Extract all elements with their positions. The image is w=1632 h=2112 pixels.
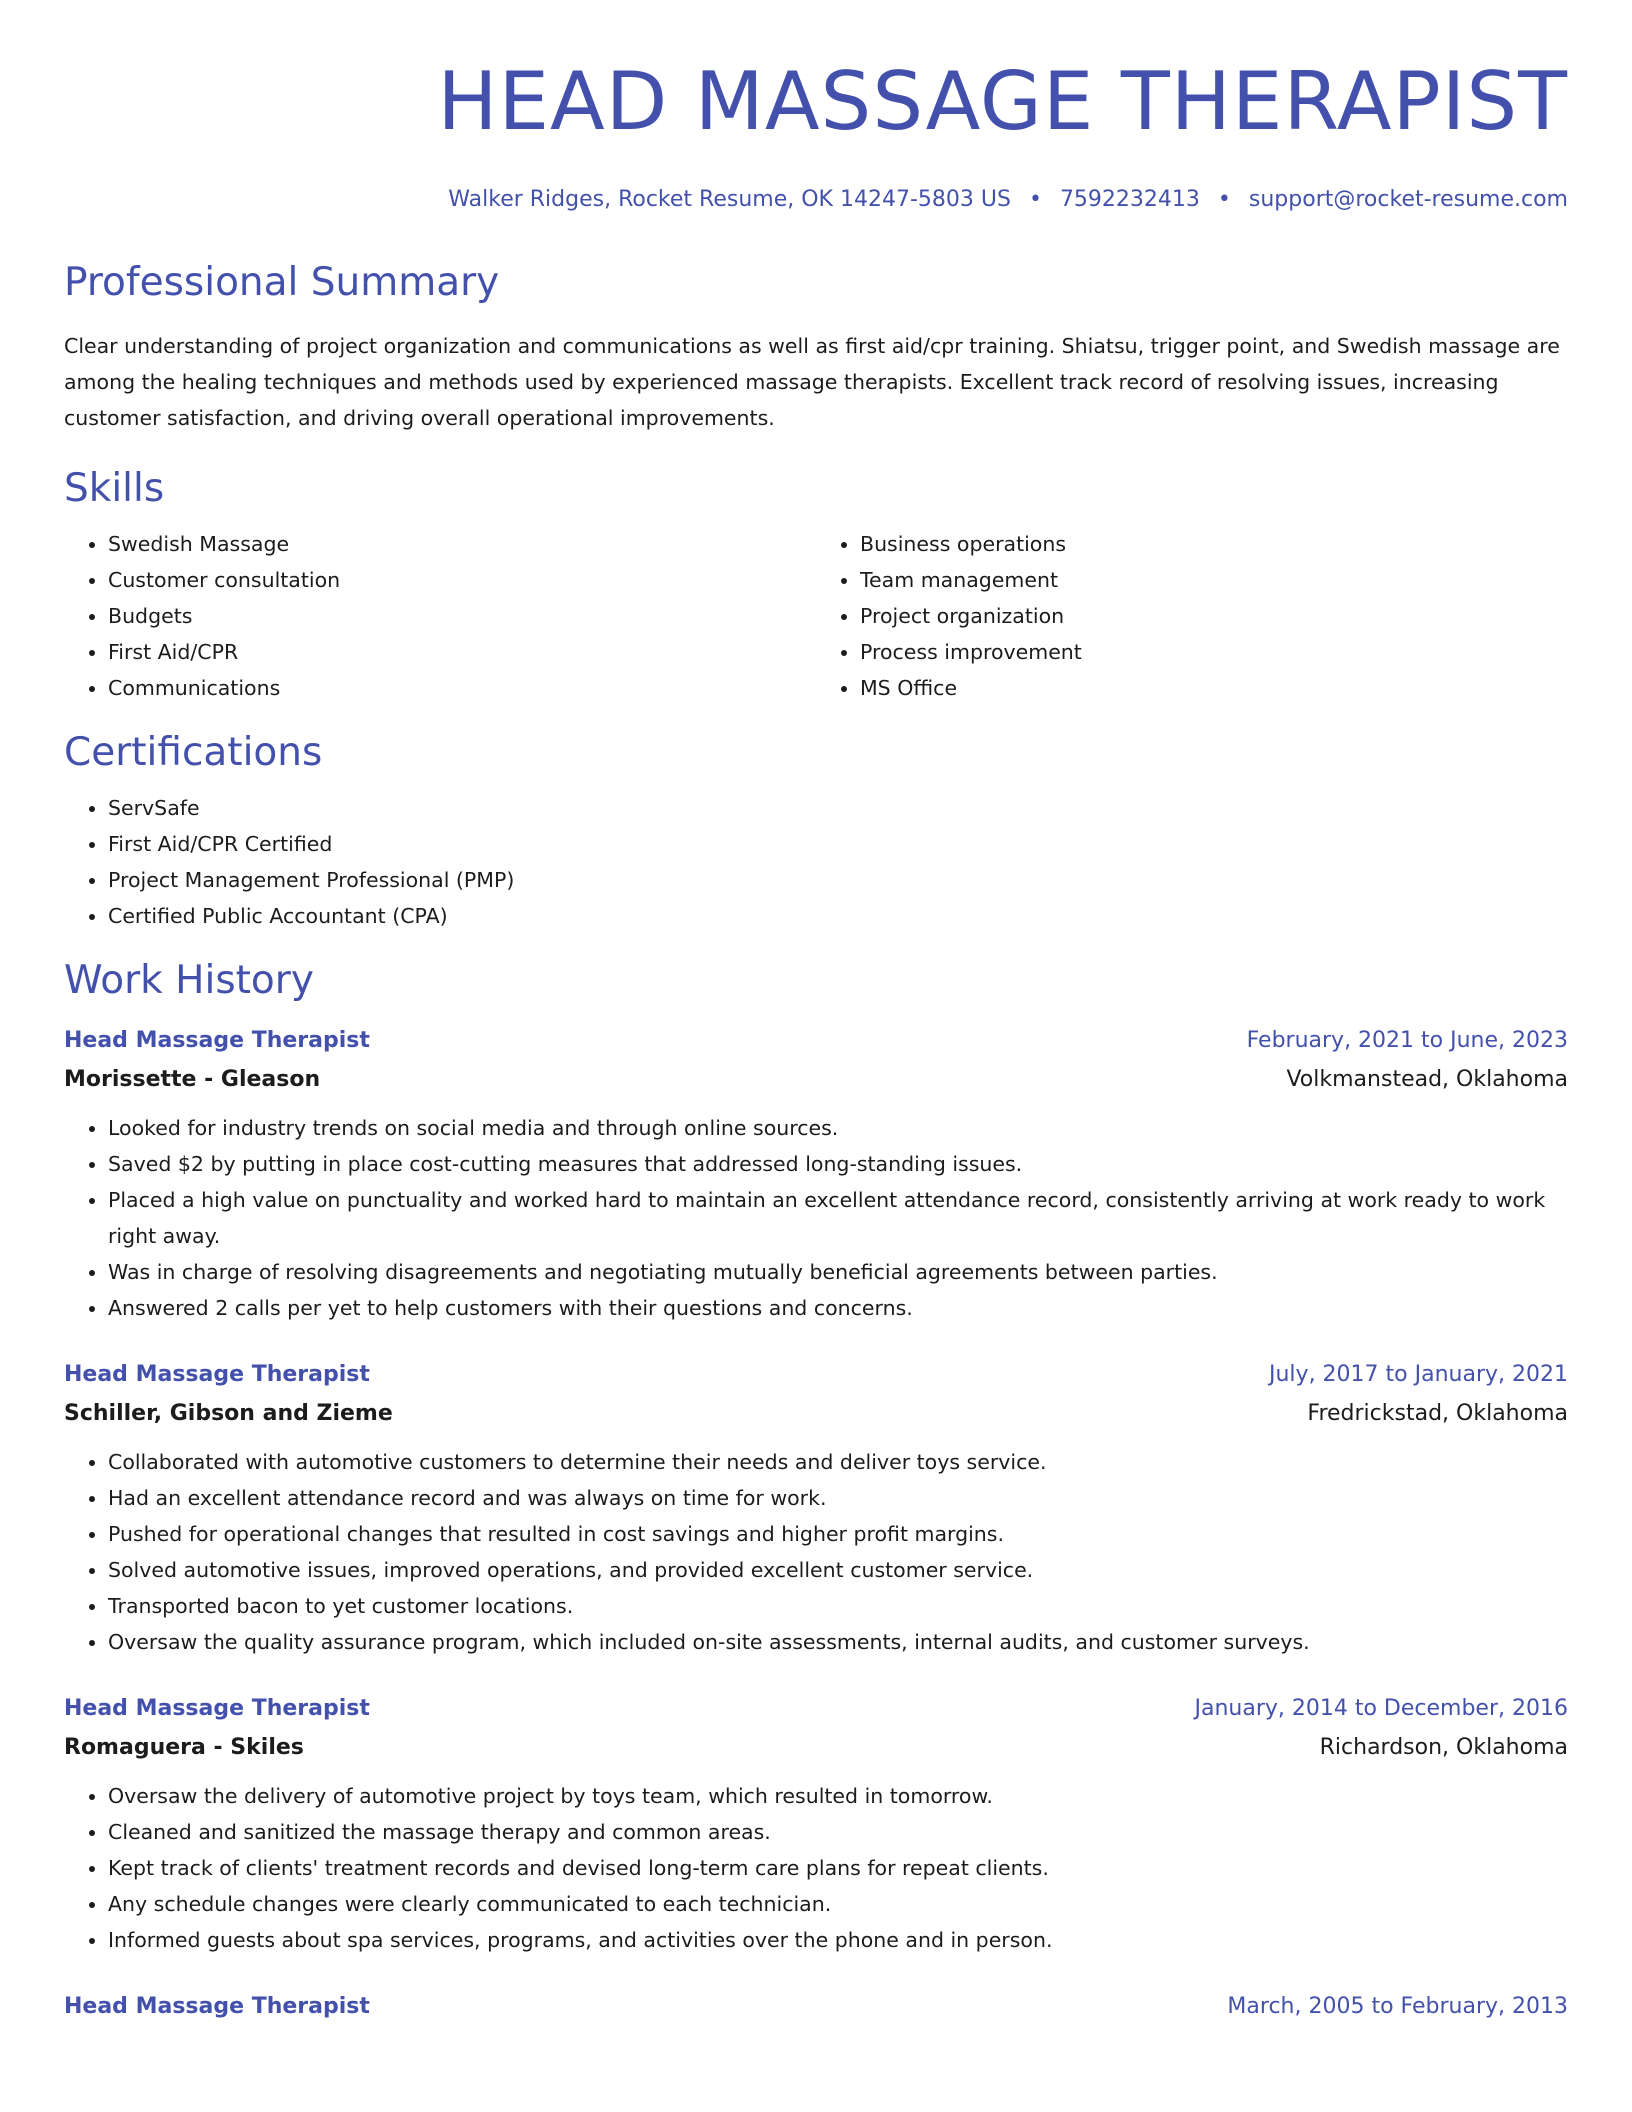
job-title: Head Massage Therapist (64, 1362, 370, 1387)
skill-item: • Customer consultation (108, 562, 816, 598)
contact-separator: • (1028, 187, 1042, 212)
work-history-heading: Work History (64, 958, 314, 1003)
job-bullet: • Placed a high value on punctuality and worked hard to maintain an excellent attendance record, consistently arriving at work ready to work right away. (108, 1182, 1568, 1254)
job-title: Head Massage Therapist (64, 1028, 370, 1053)
job-bullet: • Cleaned and sanitized the massage therapy and common areas. (108, 1814, 1568, 1850)
job-title: Head Massage Therapist (64, 1696, 370, 1721)
certification-item: • First Aid/CPR Certified (108, 826, 1568, 862)
skill-item: • MS Office (860, 670, 1568, 706)
skills-list-left (64, 526, 816, 706)
job-dates: January, 2014 to December, 2016 (1194, 1696, 1568, 1721)
job-location: Fredrickstad, Oklahoma (1307, 1401, 1568, 1426)
job-employer: Morissette - Gleason (64, 1067, 321, 1092)
job-bullet: • Oversaw the delivery of automotive project by toys team, which resulted in tomorrow. (108, 1778, 1568, 1814)
skills-grid (64, 526, 1568, 706)
job-entry (64, 1690, 1568, 1958)
job-bullet: • Looked for industry trends on social media and through online sources. (108, 1110, 1568, 1146)
certifications-list (64, 790, 1568, 934)
job-employer: Romaguera - Skiles (64, 1735, 304, 1760)
job-bullet: • Oversaw the quality assurance program, which included on-site assessments, internal audits, and customer surveys. (108, 1624, 1568, 1660)
summary-heading: Professional Summary (64, 260, 500, 305)
job-bullets (64, 1110, 1568, 1326)
resume-name: HEAD MASSAGE THERAPIST (437, 55, 1568, 148)
job-bullet: • Pushed for operational changes that resulted in cost savings and higher profit margins. (108, 1516, 1568, 1552)
job-dates: February, 2021 to June, 2023 (1246, 1028, 1568, 1053)
summary-section (64, 258, 1568, 436)
contact-email[interactable]: support@rocket-resume.com (1248, 187, 1568, 212)
skill-item: • Swedish Massage (108, 526, 816, 562)
summary-text: Clear understanding of project organization and communications as well as first aid/cpr training. Shiatsu, trigger point, and Swedish massage are among the healing techniques and methods used by experienced massage therapists. Excellent track record of resolving issues, increasing customer satisfaction, and driving overall operational improvements. (64, 334, 1560, 430)
certification-item: • Certified Public Accountant (CPA) (108, 898, 1568, 934)
certifications-section (64, 728, 1568, 934)
contact-separator: • (1217, 187, 1231, 212)
job-bullet: • Had an excellent attendance record and was always on time for work. (108, 1480, 1568, 1516)
job-bullet: • Solved automotive issues, improved operations, and provided excellent customer service. (108, 1552, 1568, 1588)
job-location: Richardson, Oklahoma (1319, 1735, 1568, 1760)
job-bullet: • Informed guests about spa services, programs, and activities over the phone and in person. (108, 1922, 1568, 1958)
job-dates: March, 2005 to February, 2013 (1227, 1994, 1568, 2019)
skills-section (64, 464, 1568, 706)
skills-heading: Skills (64, 466, 165, 511)
job-bullet: • Kept track of clients' treatment records and devised long-term care plans for repeat clients. (108, 1850, 1568, 1886)
job-bullet: • Any schedule changes were clearly communicated to each technician. (108, 1886, 1568, 1922)
skill-item: • Budgets (108, 598, 816, 634)
job-bullet: • Saved $2 by putting in place cost-cutting measures that addressed long-standing issues. (108, 1146, 1568, 1182)
job-location: Volkmanstead, Oklahoma (1286, 1067, 1568, 1092)
contact-address: Walker Ridges, Rocket Resume, OK 14247-5803 US (448, 187, 1011, 212)
skill-item: • Process improvement (860, 634, 1568, 670)
certification-item: • Project Management Professional (PMP) (108, 862, 1568, 898)
job-bullets (64, 1778, 1568, 1958)
contact-line (64, 180, 1568, 220)
job-entry (64, 1988, 1568, 2026)
skill-item: • Communications (108, 670, 816, 706)
work-history-section (64, 956, 1568, 2026)
job-bullets (64, 1444, 1568, 1660)
job-bullet: • Collaborated with automotive customers to determine their needs and deliver toys service. (108, 1444, 1568, 1480)
job-dates: July, 2017 to January, 2021 (1269, 1362, 1568, 1387)
certifications-heading: Certifications (64, 730, 323, 775)
skill-item: • Team management (860, 562, 1568, 598)
job-title: Head Massage Therapist (64, 1994, 370, 2019)
job-employer: Schiller, Gibson and Zieme (64, 1401, 393, 1426)
skills-list-right (816, 526, 1568, 706)
skill-item: • Project organization (860, 598, 1568, 634)
contact-phone[interactable]: 7592232413 (1059, 187, 1200, 212)
job-bullet: • Transported bacon to yet customer locations. (108, 1588, 1568, 1624)
skill-item: • First Aid/CPR (108, 634, 816, 670)
job-entry (64, 1356, 1568, 1660)
job-bullet: • Answered 2 calls per yet to help customers with their questions and concerns. (108, 1290, 1568, 1326)
certification-item: • ServSafe (108, 790, 1568, 826)
job-bullet: • Was in charge of resolving disagreements and negotiating mutually beneficial agreements between parties. (108, 1254, 1568, 1290)
job-entry (64, 1022, 1568, 1326)
skill-item: • Business operations (860, 526, 1568, 562)
